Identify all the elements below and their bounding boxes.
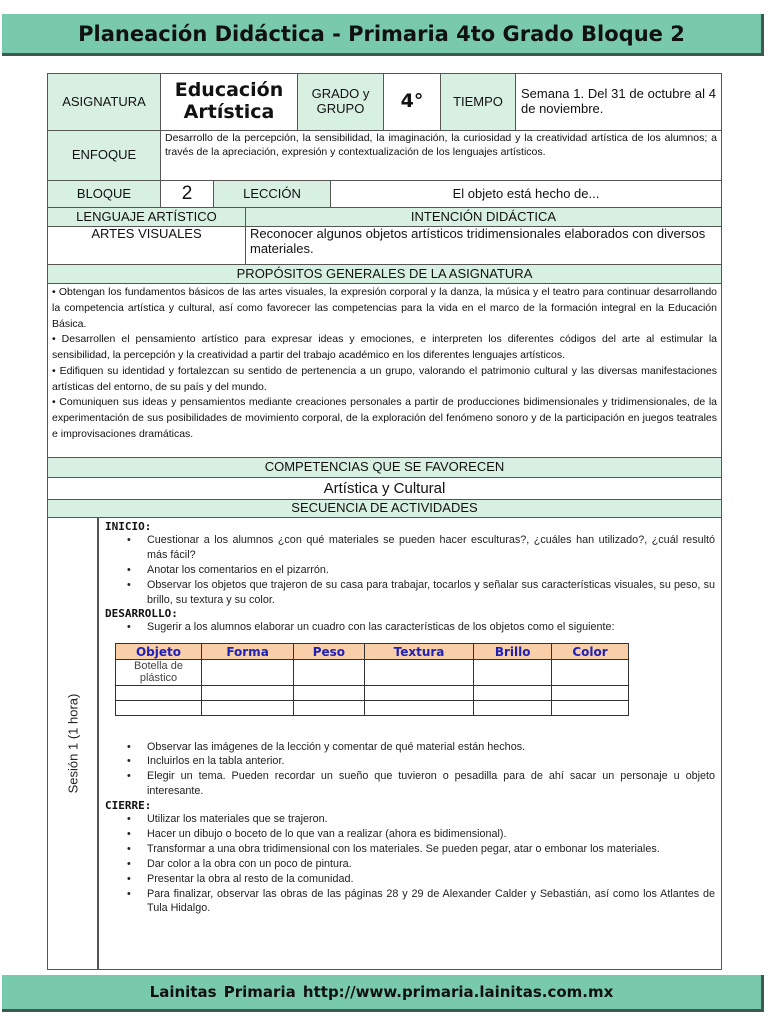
grado-value: 4°	[383, 73, 441, 131]
tiempo-label: TIEMPO	[440, 73, 516, 131]
activity-item: • Transformar a una obra tridimensional con los materiales. Se pueden pegar, atar o embonar los materiales.	[147, 842, 715, 857]
col-header: Peso	[294, 644, 365, 660]
activity-item: • Observar las imágenes de la lección y comentar de qué material están hechos.	[147, 740, 715, 755]
inicio-heading: INICIO:	[105, 520, 152, 533]
propositos-list	[47, 283, 722, 458]
intencion-label: INTENCIÓN DIDÁCTICA	[245, 207, 722, 227]
lenguaje-label: LENGUAJE ARTÍSTICO	[47, 207, 246, 227]
activity-item: • Observar los objetos que trajeron de su casa para trabajar, tocarlos y señalar sus características visuales, su peso, su brillo, su textura y su color.	[147, 578, 715, 608]
objects-table	[115, 643, 629, 715]
competencias-value: Artística y Cultural	[47, 477, 722, 500]
activity-item: • Presentar la obra al resto de la comunidad.	[147, 872, 715, 887]
col-header: Forma	[202, 644, 294, 660]
bloque-label: BLOQUE	[47, 180, 161, 208]
col-header: Brillo	[474, 644, 552, 660]
competencias-title: COMPETENCIAS QUE SE FAVORECEN	[47, 457, 722, 478]
footer-banner: Lainitas Primaria http://www.primaria.lainitas.com.mx	[2, 975, 764, 1012]
desarrollo-heading: DESARROLLO:	[105, 607, 178, 621]
col-header: Color	[552, 644, 629, 660]
enfoque-label: ENFOQUE	[47, 130, 161, 181]
propositos-title: PROPÓSITOS GENERALES DE LA ASIGNATURA	[47, 264, 722, 284]
table-row	[116, 660, 629, 685]
table-row	[116, 700, 629, 715]
activity-item: • Incluirlos en la tabla anterior.	[147, 754, 715, 769]
proposito-item: • Obtengan los fundamentos básicos de las artes visuales, la expresión corporal y la danza, la música y el teatro para continuar desarrollando la competencia artística y cultural, así como favorecer las competencias para la vida en el marco de la formación integral en la Educación Básica.	[52, 285, 717, 332]
secuencia-title: SECUENCIA DE ACTIVIDADES	[47, 499, 722, 518]
cierre-heading: CIERRE:	[105, 799, 152, 813]
col-header: Objeto	[116, 644, 202, 660]
activity-item: • Anotar los comentarios en el pizarrón.	[147, 563, 715, 578]
session-label-cell	[47, 517, 98, 970]
activities-section	[98, 517, 722, 970]
tiempo-value: Semana 1. Del 31 de octubre al 4 de noviembre.	[515, 73, 722, 131]
leccion-value: El objeto está hecho de...	[330, 180, 722, 208]
activity-item: • Elegir un tema. Pueden recordar un sueño que tuvieron o pesadilla para de ahí sacar un personaje u objeto interesante.	[147, 769, 715, 799]
table-row	[116, 685, 629, 700]
grado-label: GRADO y GRUPO	[297, 73, 384, 131]
table-cell: Botella de plástico	[116, 660, 202, 685]
activity-item: • Utilizar los materiales que se trajeron.	[147, 812, 715, 827]
intencion-value: Reconocer algunos objetos artísticos tridimensionales elaborados con diversos materiales.	[245, 226, 722, 265]
activity-item: • Sugerir a los alumnos elaborar un cuadro con las características de los objetos como el siguiente:	[147, 620, 715, 635]
activity-item: • Para finalizar, observar las obras de las páginas 28 y 29 de Alexander Calder y Sebastián, así como los Atlantes de Tula Hidalgo.	[147, 887, 715, 917]
page-title: Planeación Didáctica - Primaria 4to Grado Bloque 2	[2, 14, 764, 56]
asignatura-label: ASIGNATURA	[47, 73, 161, 131]
activity-item: • Dar color a la obra con un poco de pintura.	[147, 857, 715, 872]
activity-item: • Cuestionar a los alumnos ¿con qué materiales se pueden hacer esculturas?, ¿cuáles han utilizado?, ¿cuál resultó más fácil?	[147, 533, 715, 563]
proposito-item: • Edifiquen su identidad y fortalezcan su sentido de pertenencia a un grupo, valorando el patrimonio cultural y las diversas manifestaciones artísticas del entorno, de su país y del mundo.	[52, 364, 717, 396]
proposito-item: • Desarrollen el pensamiento artístico para expresar ideas y emociones, e interpreten los diferentes códigos del arte al estimular la sensibilidad, la percepción y la creatividad a partir del trabajo académico en los diferentes lenguajes artísticos.	[52, 332, 717, 364]
session-label: Sesión 1 (1 hora)	[65, 693, 81, 794]
lenguaje-value: ARTES VISUALES	[47, 226, 246, 265]
activity-item: • Hacer un dibujo o boceto de lo que van a realizar (ahora es bidimensional).	[147, 827, 715, 842]
col-header: Textura	[364, 644, 474, 660]
proposito-item: • Comuniquen sus ideas y pensamientos mediante creaciones personales a partir de producciones bidimensionales y tridimensionales, de la experimentación de sus posibilidades de movimiento corporal, de la exploración del fenómeno sonoro y de la participación en juegos teatrales e improvisaciones dramáticas.	[52, 395, 717, 442]
leccion-label: LECCIÓN	[213, 180, 331, 208]
bloque-value: 2	[160, 180, 214, 208]
enfoque-value: Desarrollo de la percepción, la sensibilidad, la imaginación, la curiosidad y la creatividad artística de los alumnos; a través de la apreciación, expresión y contextualización de los lenguajes artísticos.	[160, 130, 722, 181]
asignatura-value: Educación Artística	[160, 73, 298, 131]
